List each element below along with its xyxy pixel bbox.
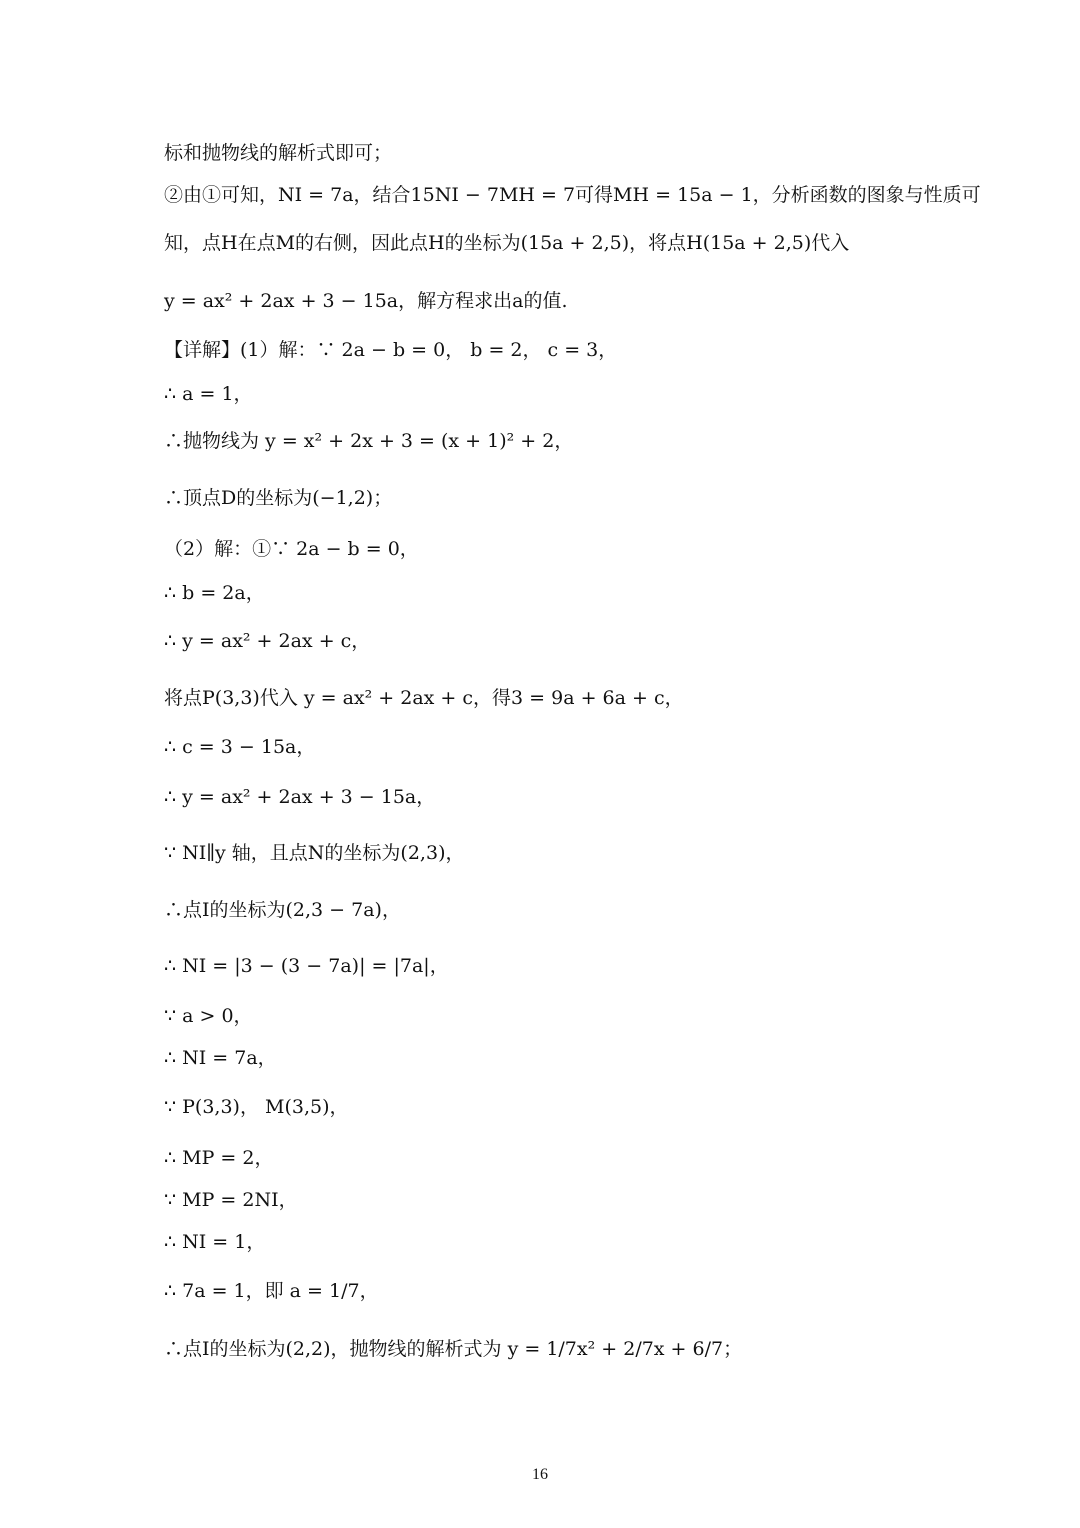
text-line: 【详解】(1）解：∵ 2a − b = 0， b = 2， c = 3，	[164, 339, 618, 361]
page-number: 16	[532, 1466, 548, 1483]
text-line: ∴ c = 3 − 15a，	[164, 736, 316, 758]
text-line: ∴ NI = |3 − (3 − 7a)| = |7a|，	[164, 955, 449, 977]
text-line: ∴ MP = 2，	[164, 1147, 274, 1169]
text-line: 将点P(3,3)代入 y = ax² + 2ax + c，得3 = 9a + 6a + c，	[164, 687, 684, 709]
text-line: ∴ y = ax² + 2ax + 3 − 15a，	[164, 786, 436, 808]
text-line: ∵ a > 0，	[164, 1005, 253, 1027]
text-line: ∴ NI = 7a，	[164, 1047, 277, 1069]
text-line: ∴点I的坐标为(2,3 − 7a)，	[164, 899, 401, 921]
text-line: ∴顶点D的坐标为(−1,2)；	[164, 487, 393, 509]
text-line: ∵ NI∥y 轴，且点N的坐标为(2,3)，	[164, 842, 465, 864]
text-line: ∴ NI = 1，	[164, 1231, 266, 1253]
text-line: ∴点I的坐标为(2,2)，抛物线的解析式为 y = 1/7x² + 2/7x + 6/7；	[164, 1338, 743, 1360]
text-line: 知，点H在点M的右侧，因此点H的坐标为(15a + 2,5)，将点H(15a + 2,5)代入	[164, 232, 850, 254]
text-line: （2）解：①∵ 2a − b = 0，	[164, 538, 419, 560]
text-line: ∴抛物线为 y = x² + 2x + 3 = (x + 1)² + 2，	[164, 430, 574, 452]
text-line: 标和抛物线的解析式即可；	[164, 142, 393, 164]
text-line: ∴ b = 2a，	[164, 582, 265, 604]
text-line: ∵ P(3,3)， M(3,5)，	[164, 1096, 349, 1118]
text-line: ∴ y = ax² + 2ax + c，	[164, 630, 371, 652]
text-line: ∴ 7a = 1，即 a = 1/7，	[164, 1280, 379, 1302]
text-line: ②由①可知，NI = 7a，结合15NI − 7MH = 7可得MH = 15a − 1，分析函数的图象与性质可	[164, 184, 981, 206]
text-line: ∵ MP = 2NI，	[164, 1189, 298, 1211]
text-line: y = ax² + 2ax + 3 − 15a，解方程求出a的值.	[164, 290, 568, 312]
text-line: ∴ a = 1，	[164, 383, 253, 405]
